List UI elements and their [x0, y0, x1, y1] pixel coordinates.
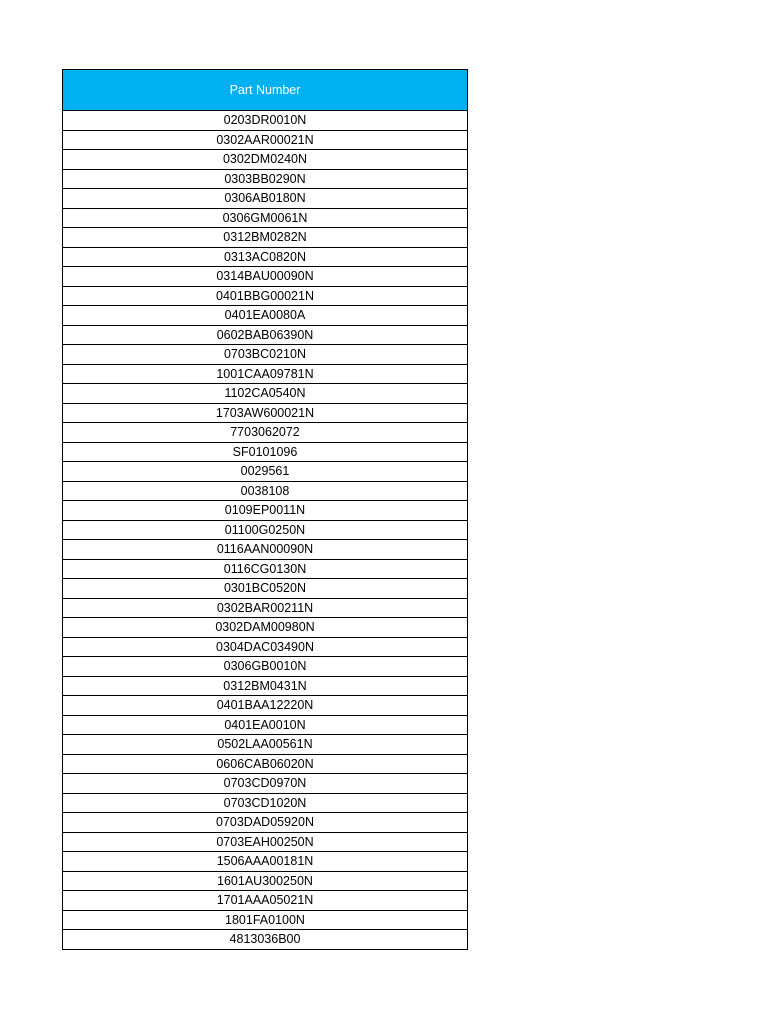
part-number-cell: 1506AAA00181N — [63, 852, 468, 872]
table-row — [63, 910, 468, 930]
part-number-cell: SF0101096 — [63, 442, 468, 462]
part-number-cell: 0116CG0130N — [63, 559, 468, 579]
table-row — [63, 852, 468, 872]
table-row — [63, 111, 468, 131]
table-header-row — [63, 70, 468, 111]
part-number-cell: 0109EP0011N — [63, 501, 468, 521]
table-row — [63, 715, 468, 735]
part-number-cell: 0302DM0240N — [63, 150, 468, 170]
part-number-cell: 0703DAD05920N — [63, 813, 468, 833]
part-number-cell: 0313AC0820N — [63, 247, 468, 267]
part-number-cell: 0606CAB06020N — [63, 754, 468, 774]
part-number-cell: 0312BM0431N — [63, 676, 468, 696]
table-row — [63, 501, 468, 521]
table-row — [63, 208, 468, 228]
table-row — [63, 442, 468, 462]
table-row — [63, 540, 468, 560]
part-number-cell: 0401EA0080A — [63, 306, 468, 326]
part-number-cell: 0302DAM00980N — [63, 618, 468, 638]
part-number-cell: 0038108 — [63, 481, 468, 501]
part-number-cell: 0303BB0290N — [63, 169, 468, 189]
part-number-cell: 0502LAA00561N — [63, 735, 468, 755]
part-number-cell: 0401BBG00021N — [63, 286, 468, 306]
table-row — [63, 423, 468, 443]
part-number-cell: 1102CA0540N — [63, 384, 468, 404]
part-number-cell: 0312BM0282N — [63, 228, 468, 248]
table-row — [63, 306, 468, 326]
part-number-cell: 0302BAR00211N — [63, 598, 468, 618]
table-row — [63, 754, 468, 774]
table-row — [63, 598, 468, 618]
table-row — [63, 520, 468, 540]
part-number-cell: 0703CD0970N — [63, 774, 468, 794]
table-row — [63, 150, 468, 170]
table-row — [63, 403, 468, 423]
table-row — [63, 559, 468, 579]
table-row — [63, 774, 468, 794]
table-row — [63, 345, 468, 365]
table-row — [63, 696, 468, 716]
table-row — [63, 637, 468, 657]
part-number-cell: 0301BC0520N — [63, 579, 468, 599]
part-number-cell: 0602BAB06390N — [63, 325, 468, 345]
part-number-cell: 1703AW600021N — [63, 403, 468, 423]
table-row — [63, 793, 468, 813]
part-number-cell: 4813036B00 — [63, 930, 468, 950]
column-header-part-number: Part Number — [63, 70, 468, 111]
table-row — [63, 735, 468, 755]
table-row — [63, 325, 468, 345]
table-row — [63, 930, 468, 950]
part-number-cell: 01100G0250N — [63, 520, 468, 540]
part-number-cell: 0401EA0010N — [63, 715, 468, 735]
table-row — [63, 130, 468, 150]
part-number-cell: 0306GB0010N — [63, 657, 468, 677]
table-row — [63, 364, 468, 384]
table-row — [63, 813, 468, 833]
table-row — [63, 481, 468, 501]
part-number-cell: 0029561 — [63, 462, 468, 482]
table-row — [63, 579, 468, 599]
table-row — [63, 384, 468, 404]
part-number-cell: 0306GM0061N — [63, 208, 468, 228]
table-row — [63, 462, 468, 482]
part-number-cell: 0401BAA12220N — [63, 696, 468, 716]
table-row — [63, 267, 468, 287]
part-number-cell: 1001CAA09781N — [63, 364, 468, 384]
part-number-cell: 0703CD1020N — [63, 793, 468, 813]
part-number-cell: 0203DR0010N — [63, 111, 468, 131]
table-row — [63, 676, 468, 696]
table-row — [63, 618, 468, 638]
table-row — [63, 228, 468, 248]
part-number-cell: 0314BAU00090N — [63, 267, 468, 287]
table-row — [63, 189, 468, 209]
part-number-cell: 0703BC0210N — [63, 345, 468, 365]
table-row — [63, 891, 468, 911]
table-row — [63, 247, 468, 267]
part-number-cell: 7703062072 — [63, 423, 468, 443]
table-row — [63, 169, 468, 189]
table-row — [63, 657, 468, 677]
table-body — [63, 111, 468, 950]
table-row — [63, 832, 468, 852]
part-number-table — [62, 69, 468, 950]
part-number-cell: 0304DAC03490N — [63, 637, 468, 657]
part-number-cell: 0306AB0180N — [63, 189, 468, 209]
part-number-cell: 1601AU300250N — [63, 871, 468, 891]
part-number-cell: 0703EAH00250N — [63, 832, 468, 852]
table-row — [63, 871, 468, 891]
table-row — [63, 286, 468, 306]
part-number-cell: 1801FA0100N — [63, 910, 468, 930]
part-number-cell: 0302AAR00021N — [63, 130, 468, 150]
part-number-cell: 1701AAA05021N — [63, 891, 468, 911]
part-number-cell: 0116AAN00090N — [63, 540, 468, 560]
